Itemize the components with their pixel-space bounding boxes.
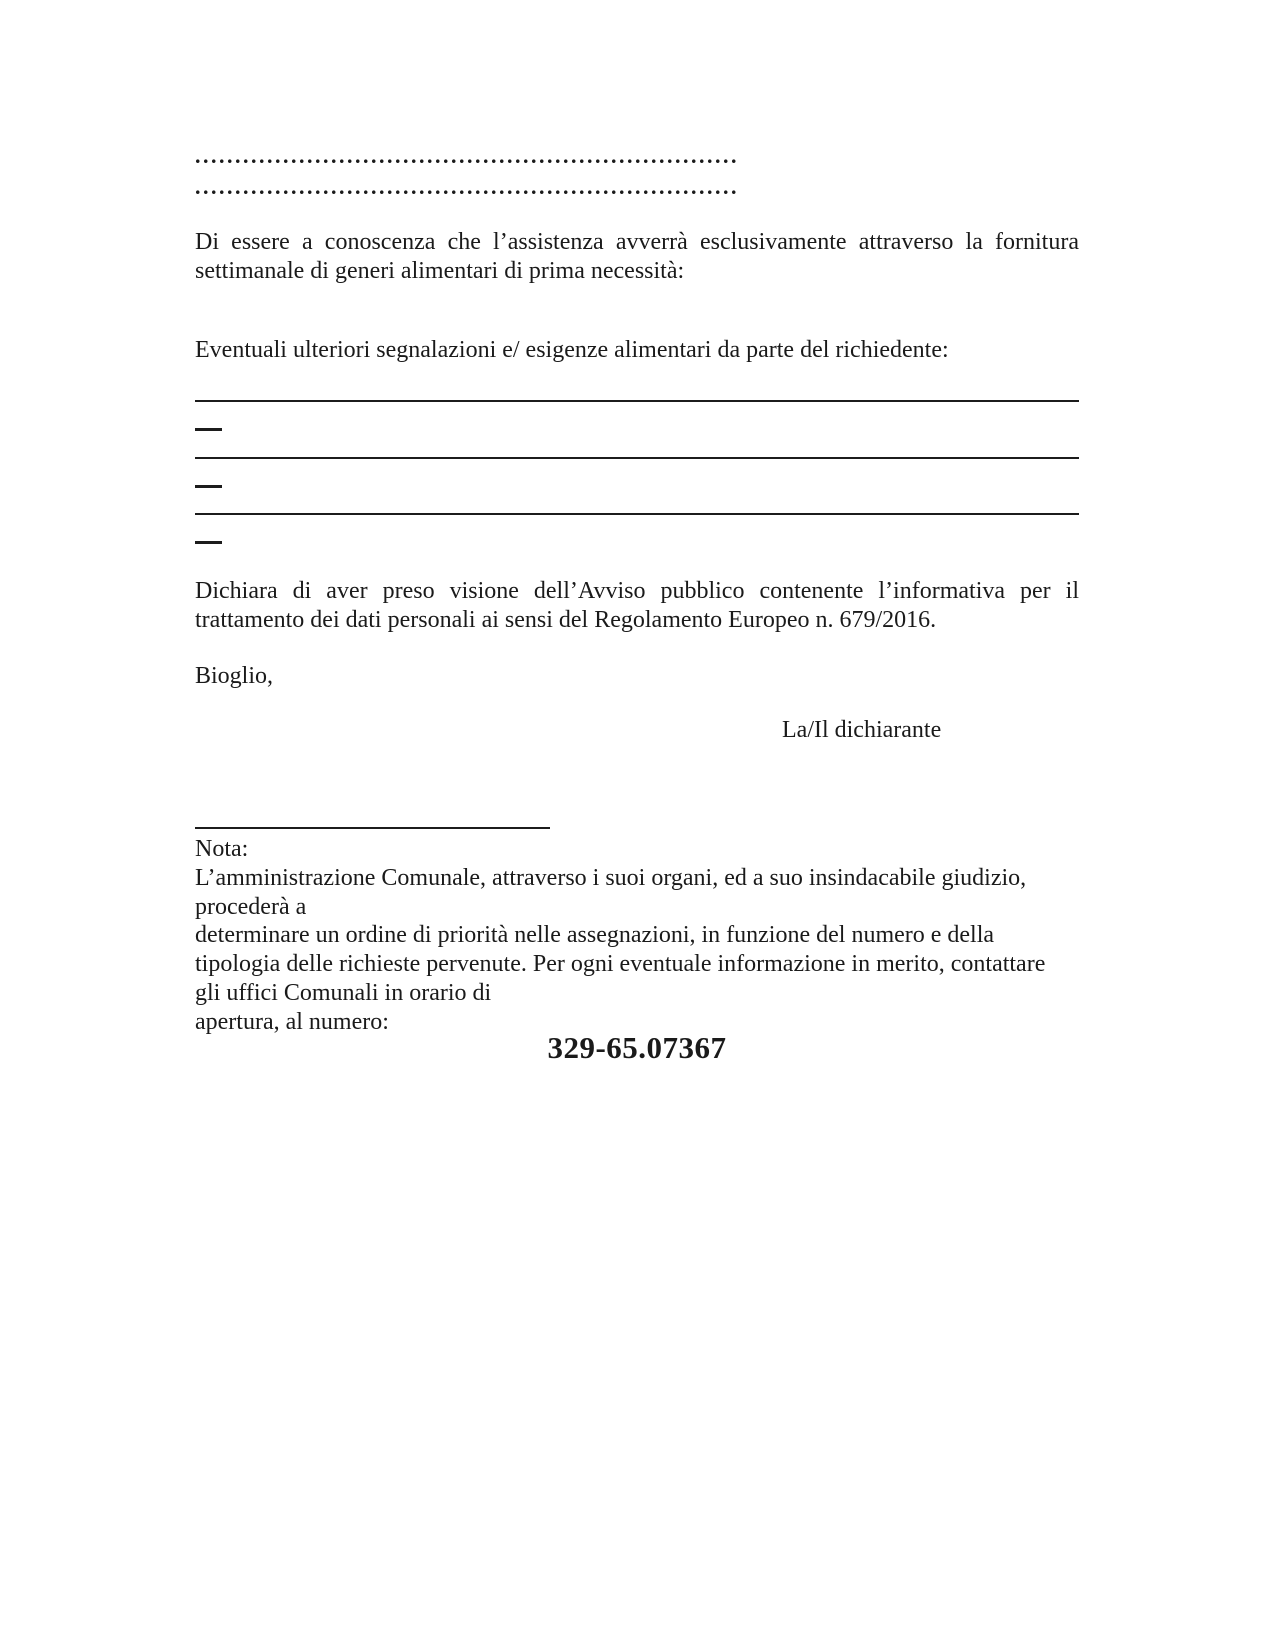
- nota-line: procederà a: [195, 893, 307, 920]
- segnalazioni-label: Eventuali ulteriori segnalazioni e/ esigenze alimentari da parte del richiedente:: [195, 337, 949, 363]
- paragraph-line: Di essere a conoscenza che l’assistenza avverrà esclusivamente attraverso la fornitura: [195, 229, 1079, 255]
- answer-line: [195, 457, 1079, 459]
- phone-number: 329-65.07367: [547, 1030, 727, 1065]
- paragraph-line: trattamento dei dati personali ai sensi del Regolamento Europeo n. 679/2016.: [195, 607, 937, 633]
- signature-line: [195, 827, 550, 829]
- nota-line: determinare un ordine di priorità nelle assegnazioni, in funzione del numero e della: [195, 922, 995, 949]
- answer-line: [195, 513, 1079, 515]
- place-line: Bioglio,: [195, 663, 274, 689]
- nota-title: Nota:: [195, 836, 249, 862]
- dotted-fill-lines: [195, 140, 1079, 202]
- answer-line: [195, 400, 1079, 402]
- nota-line: L’amministrazione Comunale, attraverso i suoi organi, ed a suo insindacabile giudizio,: [195, 864, 1027, 891]
- paragraph-line: settimanale di generi alimentari di prima necessità:: [195, 258, 685, 284]
- assistenza-paragraph: [195, 228, 1079, 286]
- dotted-line: ....................................................................: [195, 174, 739, 199]
- answer-line-stub: [195, 428, 222, 431]
- nota-block: [195, 835, 1079, 1037]
- signer-label: La/Il dichiarante: [782, 717, 942, 743]
- privacy-paragraph: [195, 577, 1079, 635]
- dotted-line: ....................................................................: [195, 143, 739, 168]
- nota-line: gli uffici Comunali in orario di: [195, 979, 492, 1006]
- nota-line: apertura, al numero:: [195, 1008, 389, 1035]
- answer-line-stub: [195, 541, 222, 544]
- answer-line-stub: [195, 485, 222, 488]
- nota-line: tipologia delle richieste pervenute. Per ogni eventuale informazione in merito, contattare: [195, 951, 1046, 978]
- paragraph-line: Dichiara di aver preso visione dell’Avviso pubblico contenente l’informativa per il: [195, 578, 1079, 604]
